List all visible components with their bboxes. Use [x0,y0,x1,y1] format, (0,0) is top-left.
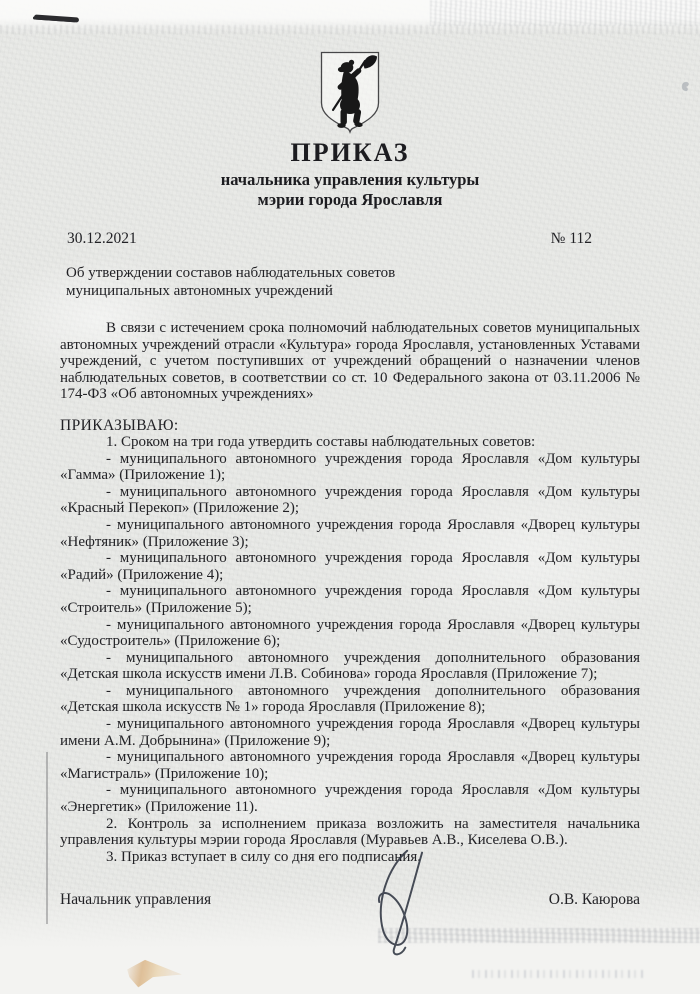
order-subitem: - муниципального автономного учреждения дополнительного образования «Детская школа искусств № 1» города Ярославля (Приложение 8); [60,682,640,716]
signer-name: О.В. Каюрова [548,891,640,909]
order-subitem: - муниципального автономного учреждения города Ярославля «Дворец культуры имени А.М. Добрынина» (Приложение 9); [60,716,640,749]
yaroslavl-coat-of-arms-icon [318,50,382,134]
scan-noise-top-band [0,25,700,34]
signature-row [60,891,640,909]
issuer-line-2: мэрии города Ярославля [257,190,443,209]
document-date: 30.12.2021 [67,230,137,247]
subject-block [66,265,640,300]
preamble-paragraph: В связи с истечением срока полномочий наблюдательных советов муниципальных автономных учреждений отрасли «Культура» города Ярославля, установленных Уставами учреждений, с учетом поступивших от учреждений обращений о назначении членов наблюдательных советов, в соответствии со ст. 10 Федерального закона от 03.11.2006 № 174-ФЗ «Об автономных учреждениях» [60,320,640,403]
order-subitem: - муниципального автономного учреждения города Ярославля «Дом культуры «Гамма» (Приложение 1); [60,450,640,484]
scan-noise-top-right [430,0,700,26]
order-item-2: 2. Контроль за исполнением приказа возложить на заместителя начальника управления культуры мэрии города Ярославля (Муравьев А.В., Киселева О.В.). [60,815,640,849]
decree-word: ПРИКАЗЫВАЮ: [60,416,179,434]
subject-line-1: Об утверждении составов наблюдательных советов [66,265,396,281]
scan-ink-smudge [126,956,182,988]
order-subitem: - муниципального автономного учреждения города Ярославля «Дворец культуры «Магистраль» (Приложение 10); [60,749,640,782]
scan-pen-dash-mark [34,14,79,22]
document-number: № 112 [550,230,592,247]
order-subitem: - муниципального автономного учреждения города Ярославля «Дом культуры «Красный Перекоп» (Приложение 2); [60,483,640,517]
order-item-1: 1. Сроком на три года утвердить составы наблюдательных советов: [106,433,536,450]
order-item-3: 3. Приказ вступает в силу со дня его подписания. [106,848,422,865]
document-title: ПРИКАЗ [290,138,410,167]
scan-noise-bottom-band [378,928,700,943]
order-subitem: - муниципального автономного учреждения города Ярославля «Дворец культуры «Судостроитель» (Приложение 6); [60,616,640,650]
scan-faint-text-artifact [472,970,644,978]
issuer-line-1: начальника управления культуры [220,170,480,189]
signer-position: Начальник управления [60,891,212,909]
order-subitem: - муниципального автономного учреждения дополнительного образования «Детская школа искусств имени Л.В. Собинова» города Ярославля (Приложение 7); [60,649,640,683]
document-content [0,50,700,909]
order-subitem: - муниципального автономного учреждения города Ярославля «Дворец культуры «Нефтяник» (Приложение 3); [60,516,640,550]
order-subitem: - муниципального автономного учреждения города Ярославля «Дом культуры «Энергетик» (Приложение 11). [60,782,640,816]
order-subitem: - муниципального автономного учреждения города Ярославля «Дом культуры «Радий» (Приложение 4); [60,550,640,583]
document-header [60,50,640,210]
order-subitem: - муниципального автономного учреждения города Ярославля «Дом культуры «Строитель» (Приложение 5); [60,583,640,616]
meta-row [60,230,640,248]
subject-line-2: муниципальных автономных учреждений [66,282,333,299]
